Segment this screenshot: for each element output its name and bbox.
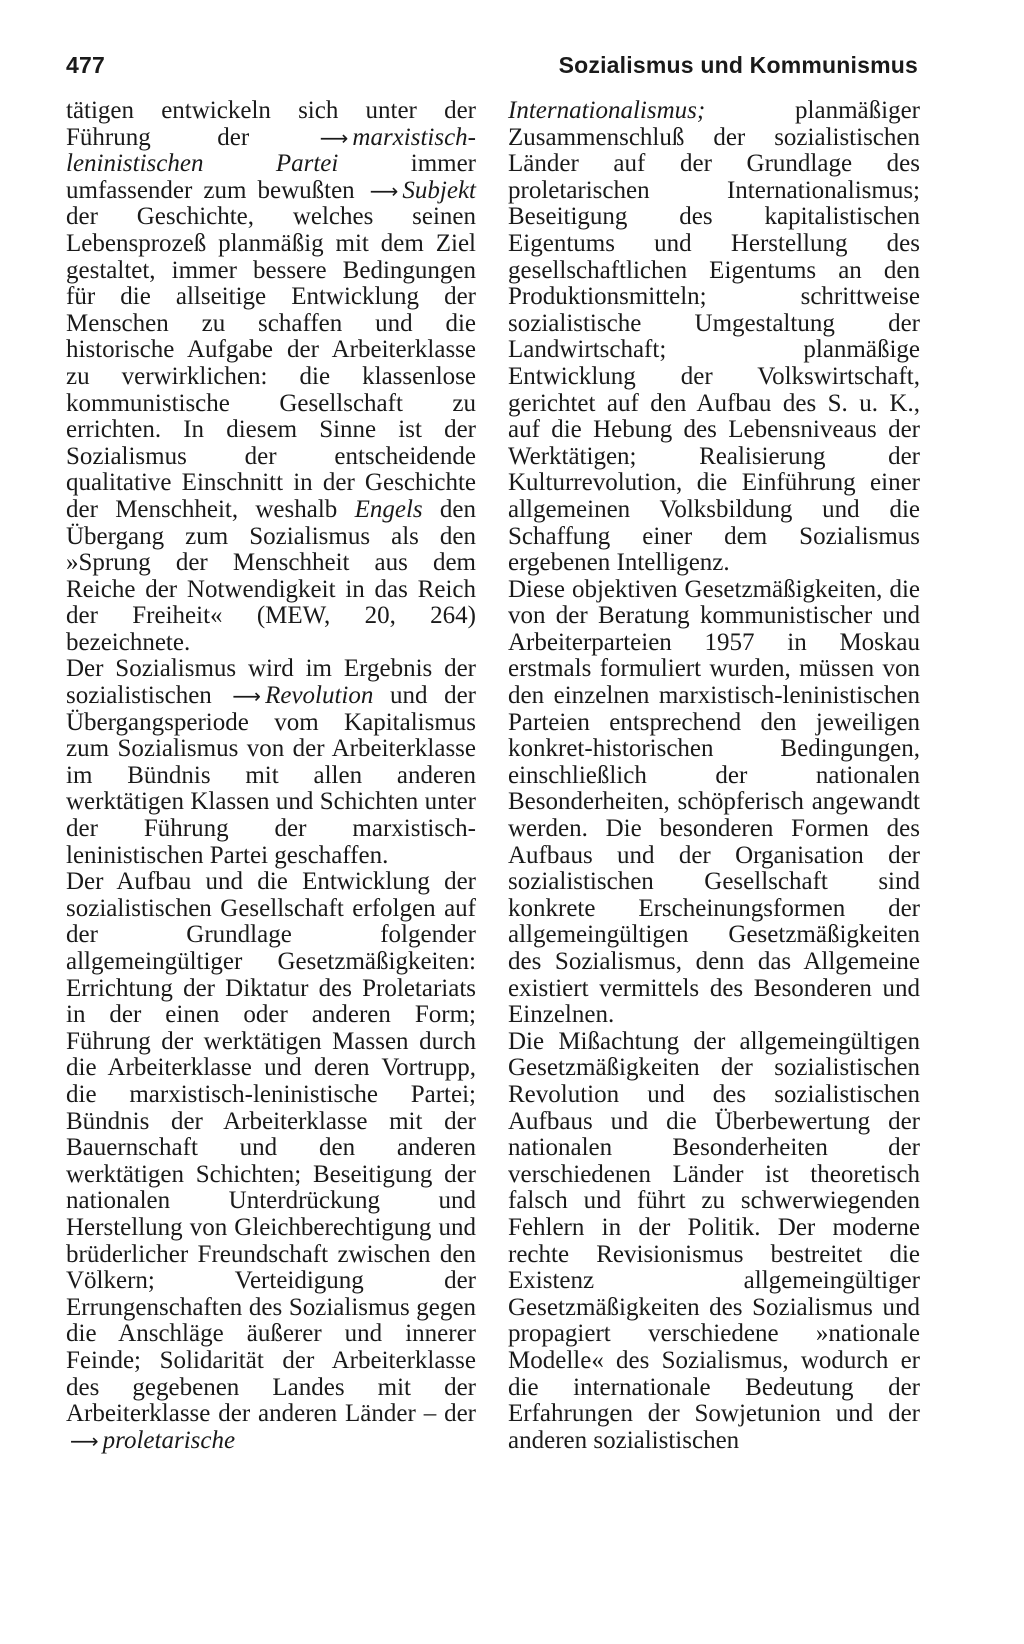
cross-reference-link[interactable]: Subjekt: [402, 176, 477, 204]
body-text: und der Übergangsperiode vom Kapitalismus zum Sozialismus von der Arbeiterklasse im Bündnis mit allen anderen werktätigen Klassen und Schichten unter der Führung der marxistisch-leninistischen Partei geschaffen.: [66, 682, 476, 869]
page-number: 477: [66, 52, 105, 78]
left-column: [66, 98, 476, 1454]
body-text: planmäßiger Zusammenschluß der sozialistischen Länder auf der Grundlage des proletarischen Internationalismus; Beseitigung des kapitalistischen Eigentums und Herstellung des gesellschaftlichen Eigentums an den Produktionsmitteln; schrittweise sozialistische Umgestaltung der Landwirtschaft; planmäßige Entwicklung der Volkswirtschaft, gerichtet auf den Aufbau des S. u. K., auf die Hebung des Lebensniveaus der Werktätigen; Realisierung der Kulturrevolution, die Einführung einer allgemeinen Volksbildung und die Schaffung einer dem Sozialismus ergebenen Intelligenz.: [508, 97, 920, 577]
body-text: Der Aufbau und die Entwicklung der sozialistischen Gesellschaft erfolgen auf der Grundlage folgender allgemeingültiger Gesetzmäßigkeiten: Errichtung der Diktatur des Proletariats in der einen oder anderen Form; Führung der werktätigen Massen durch die Arbeiterklasse und deren Vortrupp, die marxistisch-leninistische Partei; Bündnis der Arbeiterklasse mit der Bauernschaft und den anderen werktätigen Schichten; Beseitigung der nationalen Unterdrückung und Herstellung von Gleichberechtigung und brüderlicher Freundschaft zwischen den Völkern; Verteidigung der Errungenschaften des Sozialismus gegen die Anschläge äußerer und innerer Feinde; Solidarität der Arbeiterklasse des gegebenen Landes mit der Arbeiterklasse der anderen Länder – der: [66, 868, 476, 1428]
cross-reference-arrow-icon: ⟶: [369, 178, 399, 203]
cross-reference-link[interactable]: Revolution: [265, 682, 374, 710]
body-text: tätigen entwickeln sich unter der Führung der: [66, 97, 476, 151]
paragraph: Diese objektiven Gesetzmäßigkeiten, die von der Beratung kommunistischer und Arbeiterparteien 1957 in Moskau erstmals formuliert wurden, müssen von den einzelnen marxistisch-leninistischen Parteien entsprechend den jeweiligen konkret-historischen Bedingungen, einschließlich der nationalen Besonderheiten, schöpferisch angewandt werden. Die besonderen Formen des Aufbaus und der Organisation der sozialistischen Gesellschaft sind konkrete Erscheinungsformen der allgemeingültigen Gesetzmäßigkeiten des Sozialismus, denn das Allgemeine existiert vermittels des Besonderen und Einzelnen.: [508, 575, 920, 1029]
cross-reference-link[interactable]: marxistisch-leninistischen Partei: [66, 123, 476, 178]
cross-reference-arrow-icon: ⟶: [319, 125, 349, 150]
running-title: Sozialismus und Kommunismus: [558, 52, 918, 78]
body-text: der Geschichte, welches seinen Lebensprozeß planmäßig mit dem Ziel gestaltet, immer bessere Bedingungen für die allseitige Entwicklung der Menschen zu schaffen und die historische Aufgabe der Arbeiterklasse zu verwirklichen: die klassenlose kommunistische Gesellschaft zu errichten. In diesem Sinne ist der Sozialismus der entscheidende qualitative Einschnitt in der Geschichte der Menschheit, weshalb: [66, 203, 476, 523]
cross-reference-link[interactable]: proletarische: [102, 1426, 236, 1454]
cross-reference-link[interactable]: Internationalismus;: [508, 97, 706, 124]
paragraph: [508, 98, 920, 577]
body-text: Der Sozialismus wird im Ergebnis der sozialistischen: [66, 655, 476, 710]
cross-reference-arrow-icon: ⟶: [232, 684, 262, 709]
right-column: [508, 98, 920, 1454]
page-header: [66, 52, 918, 82]
cross-reference-arrow-icon: ⟶: [70, 1428, 99, 1453]
paragraph: [66, 869, 476, 1454]
person-name: Engels: [354, 495, 423, 523]
paragraph: [66, 656, 476, 869]
paragraph: [66, 98, 476, 656]
paragraph: Die Mißachtung der allgemeingültigen Gesetzmäßigkeiten der sozialistischen Revolution und des sozialistischen Aufbaus und die Überbewertung der nationalen Besonderheiten der verschiedenen Länder ist theoretisch falsch und führt zu schwerwiegenden Fehlern in der Politik. Der moderne rechte Revisionismus bestreitet die Existenz allgemeingültiger Gesetzmäßigkeiten des Sozialismus und propagiert verschiedene »nationale Modelle« des Sozialismus, wodurch er die internationale Bedeutung der Erfahrungen der Sowjetunion und der anderen sozialistischen: [508, 1027, 920, 1454]
body-text: den Übergang zum Sozialismus als den »Sprung der Menschheit aus dem Reiche der Notwendigkeit in das Reich der Freiheit« (MEW, 20, 264) bezeichnete.: [66, 495, 477, 656]
body-text: immer umfassender zum bewußten: [66, 150, 477, 204]
